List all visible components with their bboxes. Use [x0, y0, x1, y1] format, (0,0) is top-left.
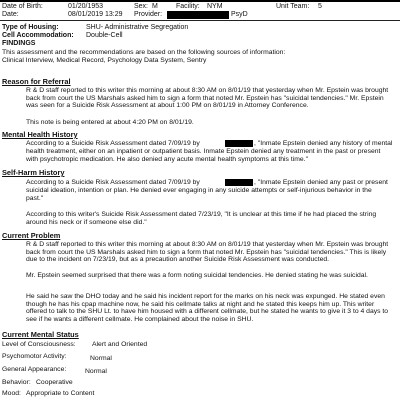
findings-line-1: This assessment and the recommendations are based on the following sources of information: — [2, 49, 286, 56]
housing-type-value: SHU- Administrative Segregation — [86, 24, 189, 31]
current-problem-paragraph-2: Mr. Epstein seemed surprised that there was a form noting suicidal tendencies. He denied stating he was suicidal. — [26, 272, 368, 279]
unit-team-value: 5 — [318, 3, 322, 10]
date-value: 08/01/2019 13:29 — [68, 11, 123, 18]
section-title-referral: Reason for Referral — [2, 77, 71, 86]
redaction-top-strip — [0, 0, 400, 2]
status-value-consciousness: Alert and Oriented — [92, 341, 148, 348]
provider-label: Provider: — [134, 11, 163, 18]
current-problem-paragraph-1: R & D staff reported to this writer this morning at about 8:30 AM on 8/01/19 that yesterday when Mr. Epstein was brought back from court the US Marshals asked him to sign a form that noted Mr. Epstein has "suicidal tendencies." This is likely due to the incident on 7/23/19, but as a precaution another Suicide Risk Assessment was conducted. — [26, 241, 389, 264]
mental-health-line-1c: health treatment, either on an inpatient or outpatient basis. Inmate Epstein denied any treatment in the past or present — [26, 148, 381, 155]
sex-label: Sex: — [134, 3, 149, 10]
facility-label: Facility: — [176, 3, 200, 10]
status-label-behavior: Behavior: — [2, 379, 31, 386]
housing-type-label: Type of Housing: — [2, 24, 59, 31]
status-label-consciousness: Level of Consciousness: — [2, 341, 76, 348]
status-label-psychomotor: Psychomotor Activity: — [2, 353, 67, 360]
date-label: Date: — [2, 11, 19, 18]
section-title-self-harm: Self-Harm History — [2, 168, 65, 177]
facility-value: NYM — [207, 3, 223, 10]
findings-title: FINDINGS — [2, 40, 36, 47]
current-problem-paragraph-3: He said he saw the DHO today and he said his incident report for the marks on his neck was expunged. He stated even though he has his cpap machine now, he said his cellmate talks at night and he stated this keeps him up. This writer offered to talk to the SHU Lt. to have him housed with a different cellmate, but he stated he wants to give it 3 to 4 days to see if he wants a different cellmate. He complained about the noise in SHU. — [26, 293, 389, 323]
self-harm-paragraph-2: According to this writer's Suicide Risk Assessment dated 7/23/19, "It is unclear at this time if he had placed the string around his neck or if someone else did." — [26, 211, 377, 226]
status-label-appearance: General Appearance: — [2, 366, 67, 373]
section-title-mental-health: Mental Health History — [2, 130, 78, 139]
self-harm-line-1c: suicidal ideation, intention or plan. He denied ever engaging in any suicide attempts or self-injurious behavior in the — [26, 187, 372, 194]
findings-line-2: Clinical Interview, Medical Record, Psychology Data System, Sentry — [2, 57, 207, 64]
self-harm-line-1a: According to a Suicide Risk Assessment dated 7/09/19 by — [26, 179, 200, 186]
sex-value: M — [152, 3, 158, 10]
cell-accommodation-label: Cell Accommodation: — [2, 32, 74, 39]
provider-suffix: PsyD — [231, 11, 248, 18]
status-value-appearance: Normal — [85, 368, 107, 375]
cell-accommodation-value: Double-Cell — [86, 32, 123, 39]
status-value-psychomotor: Normal — [90, 355, 112, 362]
redaction-mental-health-author — [225, 140, 253, 147]
mental-health-line-1b: , "Inmate Epstein denied any history of mental — [254, 140, 393, 147]
referral-paragraph-1: R & D staff reported to this writer this morning at about 8:30 AM on 8/01/19 that yesterday when Mr. Epstein was brought back from court the US Marshals asked him to sign a form that noted Mr. Epstein has "suicidal tendencies." Mr. Epstein was seen for a Suicide Risk Assessment at about 1:00 PM on 8/01/19 in Attorney Conference. — [26, 87, 389, 110]
status-value-mood: Appropriate to Content — [26, 390, 95, 397]
self-harm-line-1d: past." — [26, 195, 44, 202]
referral-paragraph-2: This note is being entered at about 4:20 PM on 8/01/19. — [26, 119, 194, 126]
mental-health-line-1a: According to a Suicide Risk Assessment dated 7/09/19 by — [26, 140, 200, 147]
redaction-self-harm-author — [225, 179, 253, 186]
section-title-mental-status: Current Mental Status — [2, 330, 79, 339]
status-label-mood: Mood: — [2, 390, 21, 397]
mental-health-line-1d: with psychotropic medication. He also denied any acute mental health symptoms at this time." — [26, 156, 308, 163]
redaction-provider-name — [167, 11, 229, 19]
dob-value: 01/20/1953 — [68, 3, 104, 10]
section-title-current-problem: Current Problem — [2, 231, 61, 240]
dob-label: Date of Birth: — [2, 3, 43, 10]
self-harm-line-1b: , "Inmate Epstein denied any past or present — [254, 179, 388, 186]
unit-team-label: Unit Team: — [276, 3, 310, 10]
header-divider — [0, 20, 400, 21]
status-value-behavior: Cooperative — [36, 379, 73, 386]
